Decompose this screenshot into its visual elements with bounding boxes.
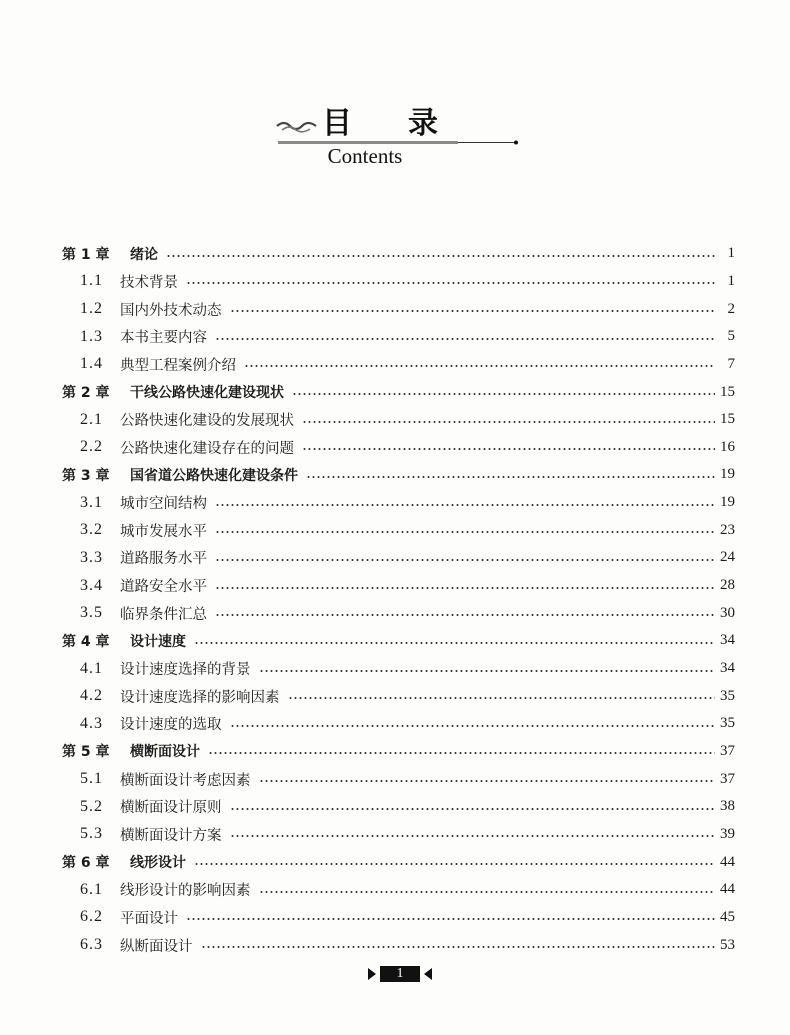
dot-leader xyxy=(292,393,715,395)
toc-section-row[interactable] xyxy=(0,931,790,959)
toc-section-row[interactable] xyxy=(0,268,790,296)
toc-row-content xyxy=(80,572,735,600)
section-number: 5.3 xyxy=(80,825,103,843)
dot-leader xyxy=(230,808,716,810)
section-title: 公路快速化建设的发展现状 xyxy=(120,413,294,430)
page-ref: 38 xyxy=(720,798,735,815)
chapter-number: 第 2 章 xyxy=(62,385,110,402)
section-number: 1.2 xyxy=(80,300,103,318)
toc-section-row[interactable] xyxy=(0,406,790,434)
page-ref: 37 xyxy=(720,770,735,787)
toc-section-row[interactable] xyxy=(0,821,790,849)
section-title: 道路服务水平 xyxy=(120,551,207,568)
section-number: 4.2 xyxy=(80,687,103,705)
section-title: 纵断面设计 xyxy=(120,938,193,955)
dot-leader xyxy=(194,642,715,644)
page-ref: 1 xyxy=(727,245,735,262)
toc-row-content xyxy=(80,765,735,793)
page-ref: 23 xyxy=(720,521,735,538)
toc-chapter-row[interactable] xyxy=(0,461,790,489)
toc-section-row[interactable] xyxy=(0,793,790,821)
toc-chapter-row[interactable] xyxy=(0,738,790,766)
section-title: 典型工程案例介绍 xyxy=(120,357,236,374)
chapter-number: 第 5 章 xyxy=(62,744,110,761)
toc-row-content xyxy=(80,295,735,323)
page-ref: 45 xyxy=(720,908,735,925)
toc-section-row[interactable] xyxy=(0,323,790,351)
page-ref: 37 xyxy=(720,742,735,759)
toc-section-row[interactable] xyxy=(0,599,790,627)
toc-row-content xyxy=(62,738,735,766)
toc-section-row[interactable] xyxy=(0,682,790,710)
section-number: 4.3 xyxy=(80,714,103,732)
toc-row-content xyxy=(80,599,735,627)
chapter-number: 第 6 章 xyxy=(62,855,110,872)
dot-leader xyxy=(215,504,715,506)
toc-row-content xyxy=(80,682,735,710)
section-title: 横断面设计方案 xyxy=(120,827,222,844)
section-number: 3.3 xyxy=(80,548,103,566)
toc-chapter-row[interactable] xyxy=(0,240,790,268)
toc-row-content xyxy=(80,406,735,434)
page-ref: 19 xyxy=(720,466,735,483)
dot-leader xyxy=(201,946,716,948)
toc-section-row[interactable] xyxy=(0,876,790,904)
section-number: 5.1 xyxy=(80,770,103,788)
dot-leader xyxy=(215,587,715,589)
toc-section-row[interactable] xyxy=(0,489,790,517)
title-char-mu: 目 xyxy=(322,106,408,141)
toc-row-content xyxy=(80,323,735,351)
dot-leader xyxy=(302,448,715,450)
toc-row-content xyxy=(80,434,735,462)
dot-leader xyxy=(288,697,716,699)
dot-leader xyxy=(215,338,715,340)
section-number: 1.1 xyxy=(80,272,103,290)
page-ref: 15 xyxy=(720,383,735,400)
toc-chapter-row[interactable] xyxy=(0,378,790,406)
title-row xyxy=(276,104,536,144)
dot-leader xyxy=(306,476,715,478)
dot-leader xyxy=(259,891,716,893)
section-title: 城市空间结构 xyxy=(120,496,207,513)
page-ref: 16 xyxy=(720,438,735,455)
dot-leader xyxy=(215,559,715,561)
page-ref: 39 xyxy=(720,825,735,842)
toc-row-content xyxy=(80,710,735,738)
section-title: 设计速度选择的影响因素 xyxy=(120,689,280,706)
toc-row-content xyxy=(80,904,735,932)
section-number: 3.1 xyxy=(80,493,103,511)
toc-chapter-row[interactable] xyxy=(0,627,790,655)
page-subtitle: Contents xyxy=(327,144,403,168)
section-number: 3.2 xyxy=(80,521,103,539)
page-ref: 34 xyxy=(720,632,735,649)
toc-row-content xyxy=(80,821,735,849)
dot-leader xyxy=(215,531,715,533)
section-title: 平面设计 xyxy=(120,910,178,927)
chapter-title: 线形设计 xyxy=(130,855,186,872)
page-ref: 5 xyxy=(727,328,735,345)
toc-chapter-row[interactable] xyxy=(0,848,790,876)
page-title xyxy=(322,104,522,144)
section-title: 设计速度选择的背景 xyxy=(120,662,251,679)
toc-row-content xyxy=(80,793,735,821)
section-number: 6.2 xyxy=(80,908,103,926)
toc-row-content xyxy=(80,351,735,379)
dot-leader xyxy=(194,863,715,865)
page-ref: 2 xyxy=(727,300,735,317)
toc-row-content xyxy=(80,268,735,296)
dot-leader xyxy=(186,918,715,920)
toc-row-content xyxy=(80,544,735,572)
dot-leader xyxy=(208,752,715,754)
toc-section-row[interactable] xyxy=(0,517,790,545)
page-ref: 1 xyxy=(727,272,735,289)
toc-section-row[interactable] xyxy=(0,544,790,572)
section-title: 横断面设计原则 xyxy=(120,800,222,817)
section-number: 1.4 xyxy=(80,355,103,373)
section-number: 6.3 xyxy=(80,936,103,954)
section-number: 6.1 xyxy=(80,880,103,898)
section-title: 国内外技术动态 xyxy=(120,302,222,319)
section-title: 设计速度的选取 xyxy=(120,717,222,734)
toc-row-content xyxy=(80,931,735,959)
chapter-title: 横断面设计 xyxy=(130,744,200,761)
dot-leader xyxy=(186,282,715,284)
page-footer xyxy=(368,964,434,984)
page-ref: 24 xyxy=(720,549,735,566)
toc-row-content xyxy=(62,378,735,406)
section-number: 2.1 xyxy=(80,410,103,428)
section-number: 5.2 xyxy=(80,797,103,815)
dot-leader xyxy=(259,780,716,782)
dot-leader xyxy=(166,255,715,257)
toc-row-content xyxy=(62,848,735,876)
dot-leader xyxy=(244,365,715,367)
chapter-number: 第 4 章 xyxy=(62,633,110,650)
chapter-title: 绪论 xyxy=(130,246,158,263)
page-number: 1 xyxy=(380,966,420,982)
toc-row-content xyxy=(62,240,735,268)
section-number: 1.3 xyxy=(80,327,103,345)
page-ref: 15 xyxy=(720,411,735,428)
page-ref: 7 xyxy=(727,355,735,372)
toc-section-row[interactable] xyxy=(0,295,790,323)
toc-row-content xyxy=(80,655,735,683)
chapter-title: 干线公路快速化建设现状 xyxy=(130,385,284,402)
bird-icon xyxy=(276,118,320,136)
dot-leader xyxy=(230,310,716,312)
page-ref: 30 xyxy=(720,604,735,621)
page-ref: 28 xyxy=(720,577,735,594)
dot-leader xyxy=(230,835,716,837)
toc-row-content xyxy=(62,627,735,655)
chapter-number: 第 3 章 xyxy=(62,467,110,484)
toc-row-content xyxy=(80,876,735,904)
section-number: 3.4 xyxy=(80,576,103,594)
toc-section-row[interactable] xyxy=(0,572,790,600)
toc-row-content xyxy=(80,517,735,545)
section-title: 公路快速化建设存在的问题 xyxy=(120,440,294,457)
dot-leader xyxy=(302,421,715,423)
section-title: 本书主要内容 xyxy=(120,330,207,347)
toc-section-row[interactable] xyxy=(0,904,790,932)
chapter-title: 设计速度 xyxy=(130,633,186,650)
toc-section-row[interactable] xyxy=(0,765,790,793)
triangle-left-icon xyxy=(424,968,432,980)
section-title: 技术背景 xyxy=(120,274,178,291)
toc-section-row[interactable] xyxy=(0,434,790,462)
dot-leader xyxy=(259,670,716,672)
toc-section-row[interactable] xyxy=(0,710,790,738)
title-char-lu: 录 xyxy=(408,106,494,141)
section-title: 横断面设计考虑因素 xyxy=(120,772,251,789)
section-title: 道路安全水平 xyxy=(120,579,207,596)
triangle-right-icon xyxy=(368,968,376,980)
page-ref: 44 xyxy=(720,881,735,898)
toc-header xyxy=(0,100,790,180)
page-ref: 34 xyxy=(720,660,735,677)
chapter-title: 国省道公路快速化建设条件 xyxy=(130,467,298,484)
chapter-number: 第 1 章 xyxy=(62,246,110,263)
dot-leader xyxy=(230,725,716,727)
toc-row-content xyxy=(80,489,735,517)
section-title: 临界条件汇总 xyxy=(120,606,207,623)
section-number: 2.2 xyxy=(80,438,103,456)
section-title: 线形设计的影响因素 xyxy=(120,883,251,900)
page-ref: 53 xyxy=(720,936,735,953)
page-ref: 35 xyxy=(720,715,735,732)
section-number: 4.1 xyxy=(80,659,103,677)
page-ref: 19 xyxy=(720,494,735,511)
page-ref: 44 xyxy=(720,853,735,870)
dot-leader xyxy=(215,614,715,616)
toc-section-row[interactable] xyxy=(0,351,790,379)
toc-section-row[interactable] xyxy=(0,655,790,683)
section-title: 城市发展水平 xyxy=(120,523,207,540)
page-ref: 35 xyxy=(720,687,735,704)
section-number: 3.5 xyxy=(80,604,103,622)
toc-row-content xyxy=(62,461,735,489)
